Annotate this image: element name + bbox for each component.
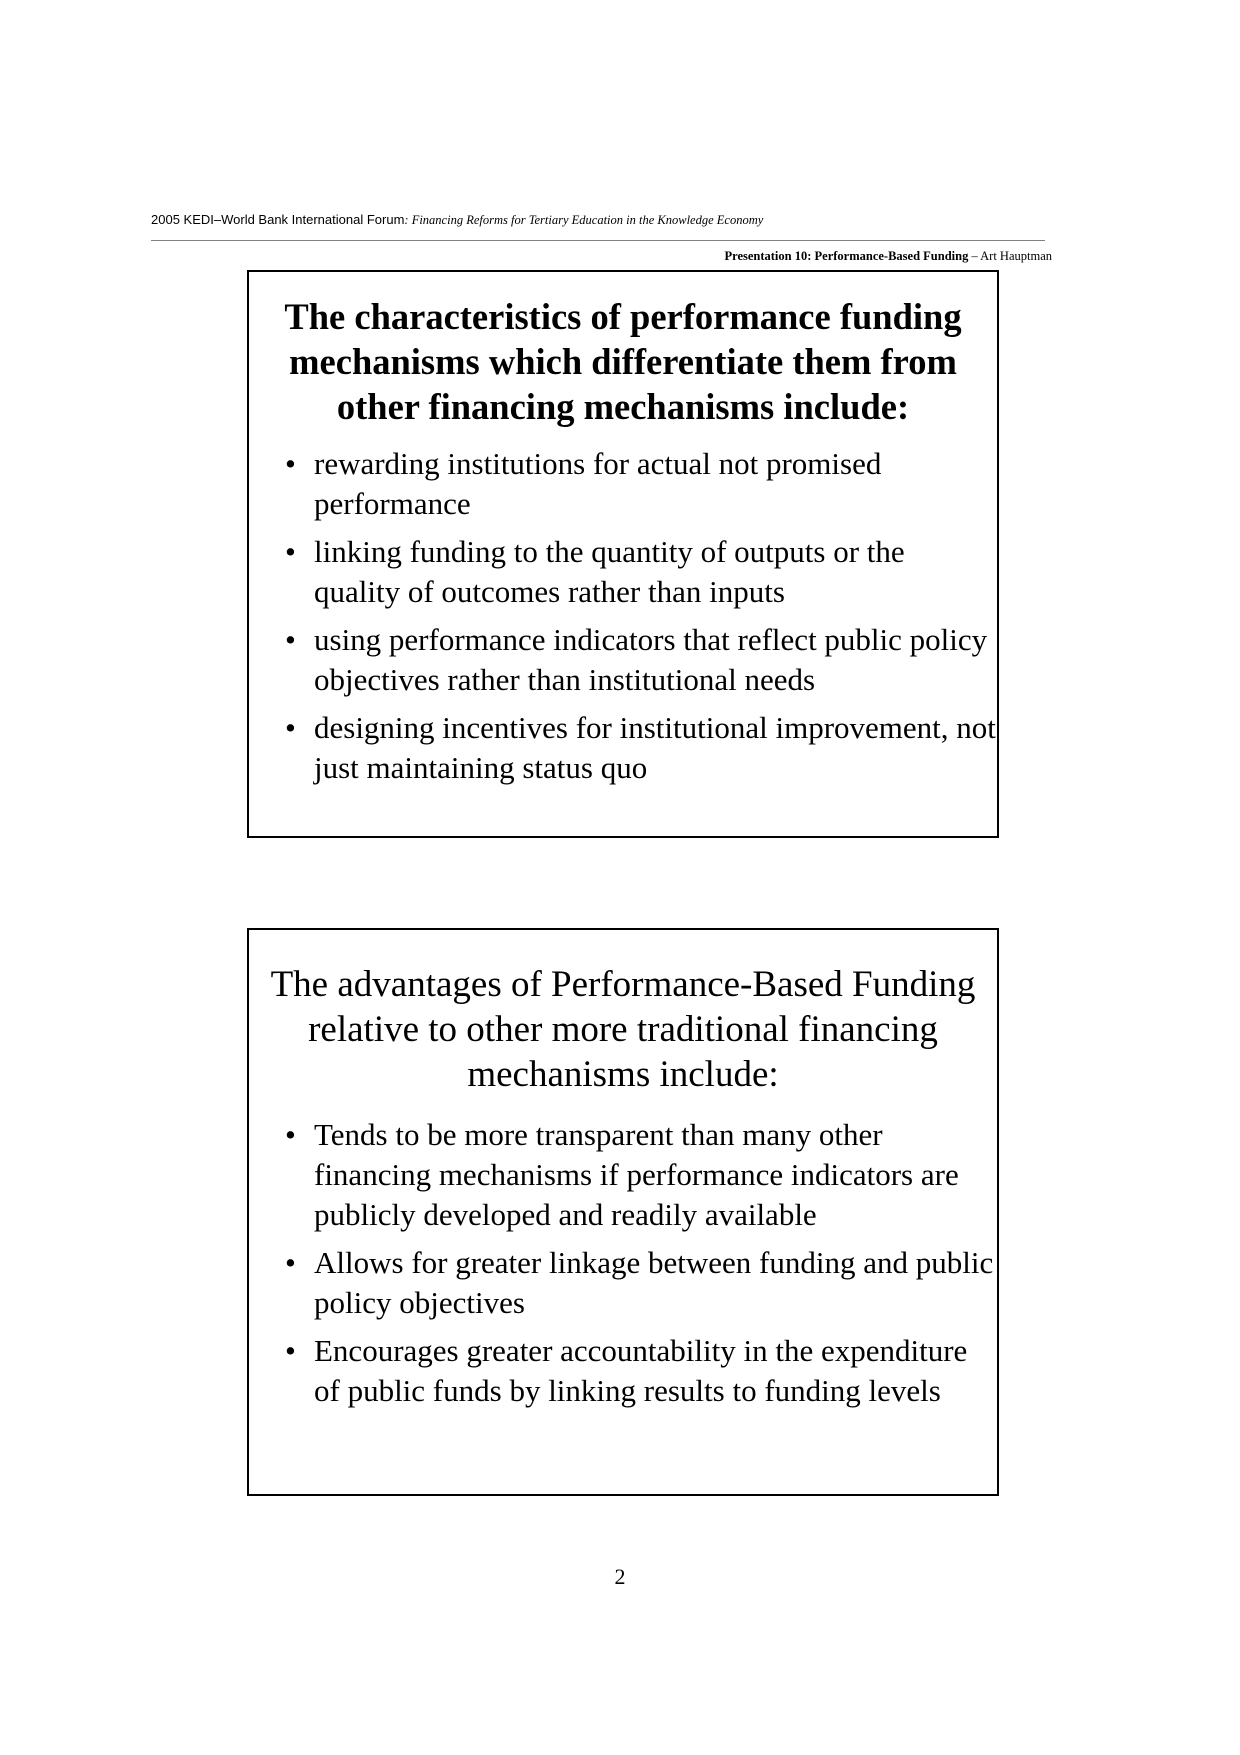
bullet-icon: • bbox=[285, 1333, 296, 1368]
bullet-text: Tends to be more transparent than many other financing mechanisms if performance indicators are publicly developed and readily available bbox=[314, 1117, 959, 1232]
bullet-list bbox=[249, 444, 997, 788]
bullet-icon: • bbox=[285, 1245, 296, 1280]
forum-subtitle: : Financing Reforms for Tertiary Education in the Knowledge Economy bbox=[404, 213, 764, 227]
slide-title: The characteristics of performance funding mechanisms which differentiate them from other financing mechanisms include: bbox=[284, 296, 962, 427]
bullet-icon: • bbox=[285, 446, 296, 481]
bullet-text: rewarding institutions for actual not promised performance bbox=[314, 446, 882, 521]
bullet-icon: • bbox=[285, 534, 296, 569]
page-number: 2 bbox=[614, 1564, 626, 1589]
bullet-item bbox=[249, 532, 997, 612]
bullet-item bbox=[249, 708, 997, 788]
bullet-icon: • bbox=[285, 710, 296, 745]
forum-name: 2005 KEDI–World Bank International Forum bbox=[151, 212, 405, 227]
bullet-item bbox=[249, 1331, 997, 1411]
bullet-list bbox=[249, 1115, 997, 1411]
bullet-text: designing incentives for institutional improvement, not just maintaining status quo bbox=[314, 710, 996, 785]
bullet-text: Encourages greater accountability in the expenditure of public funds by linking results to funding levels bbox=[314, 1333, 968, 1408]
slide-characteristics bbox=[247, 270, 999, 838]
presentation-author: – Art Hauptman bbox=[968, 249, 1052, 263]
presentation-title: Presentation 10: Performance-Based Funding bbox=[724, 249, 969, 263]
bullet-item bbox=[249, 620, 997, 700]
running-header bbox=[151, 212, 763, 228]
header-rule bbox=[151, 240, 1045, 241]
presentation-header bbox=[724, 249, 1052, 264]
bullet-item bbox=[249, 1243, 997, 1323]
bullet-item bbox=[249, 444, 997, 524]
slide-title: The advantages of Performance-Based Funding relative to other more traditional financing mechanisms include: bbox=[270, 964, 976, 1095]
bullet-icon: • bbox=[285, 1117, 296, 1152]
bullet-item bbox=[249, 1115, 997, 1235]
bullet-text: using performance indicators that reflect public policy objectives rather than institutional needs bbox=[314, 622, 988, 697]
bullet-icon: • bbox=[285, 622, 296, 657]
slide-advantages bbox=[247, 928, 999, 1496]
bullet-text: Allows for greater linkage between funding and public policy objectives bbox=[314, 1245, 994, 1320]
bullet-text: linking funding to the quantity of outputs or the quality of outcomes rather than inputs bbox=[314, 534, 905, 609]
